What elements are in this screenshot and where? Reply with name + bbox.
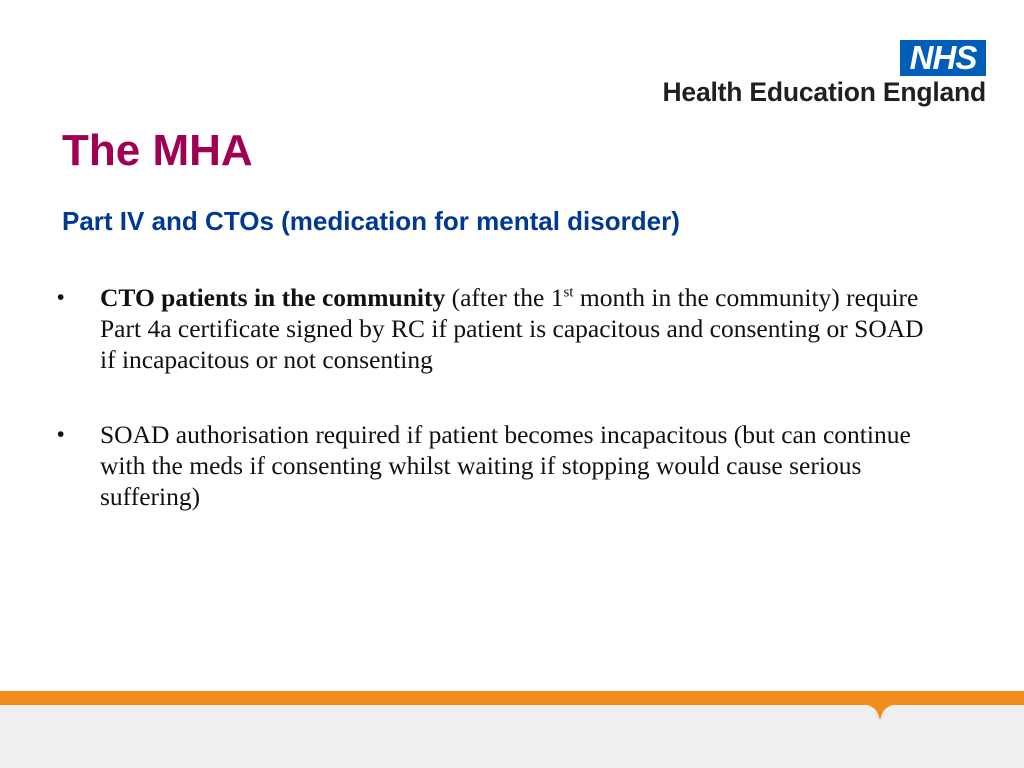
footer-notch <box>862 704 898 724</box>
bullet-text: SOAD authorisation required if patient becomes incapacitous (but can continue with the meds if consenting whilst waiting if stopping would cause serious suffering) <box>100 420 911 511</box>
bullet-text-part: (after the 1 <box>445 283 564 312</box>
bullet-item-cto-community <box>56 282 936 375</box>
organisation-name: Health Education England <box>662 77 986 107</box>
bullet-list <box>56 282 936 556</box>
bullet-emphasis: CTO patients in the community <box>100 283 446 312</box>
bullet-marker: • <box>57 286 65 309</box>
footer-orange-bar <box>0 691 1024 705</box>
slide-title: The MHA <box>62 126 253 175</box>
slide-subtitle: Part IV and CTOs (medication for mental disorder) <box>62 206 680 236</box>
hee-logo <box>636 40 986 112</box>
nhs-logo: NHS <box>900 40 986 76</box>
bullet-text-part: month in the community) require Part 4a certificate signed by RC if patient is capacitous and consenting or SOAD if incapacitous or not consenting <box>100 283 924 374</box>
bullet-marker: • <box>57 423 65 446</box>
ordinal-superscript: st <box>563 284 574 301</box>
bullet-item-soad <box>56 419 936 512</box>
